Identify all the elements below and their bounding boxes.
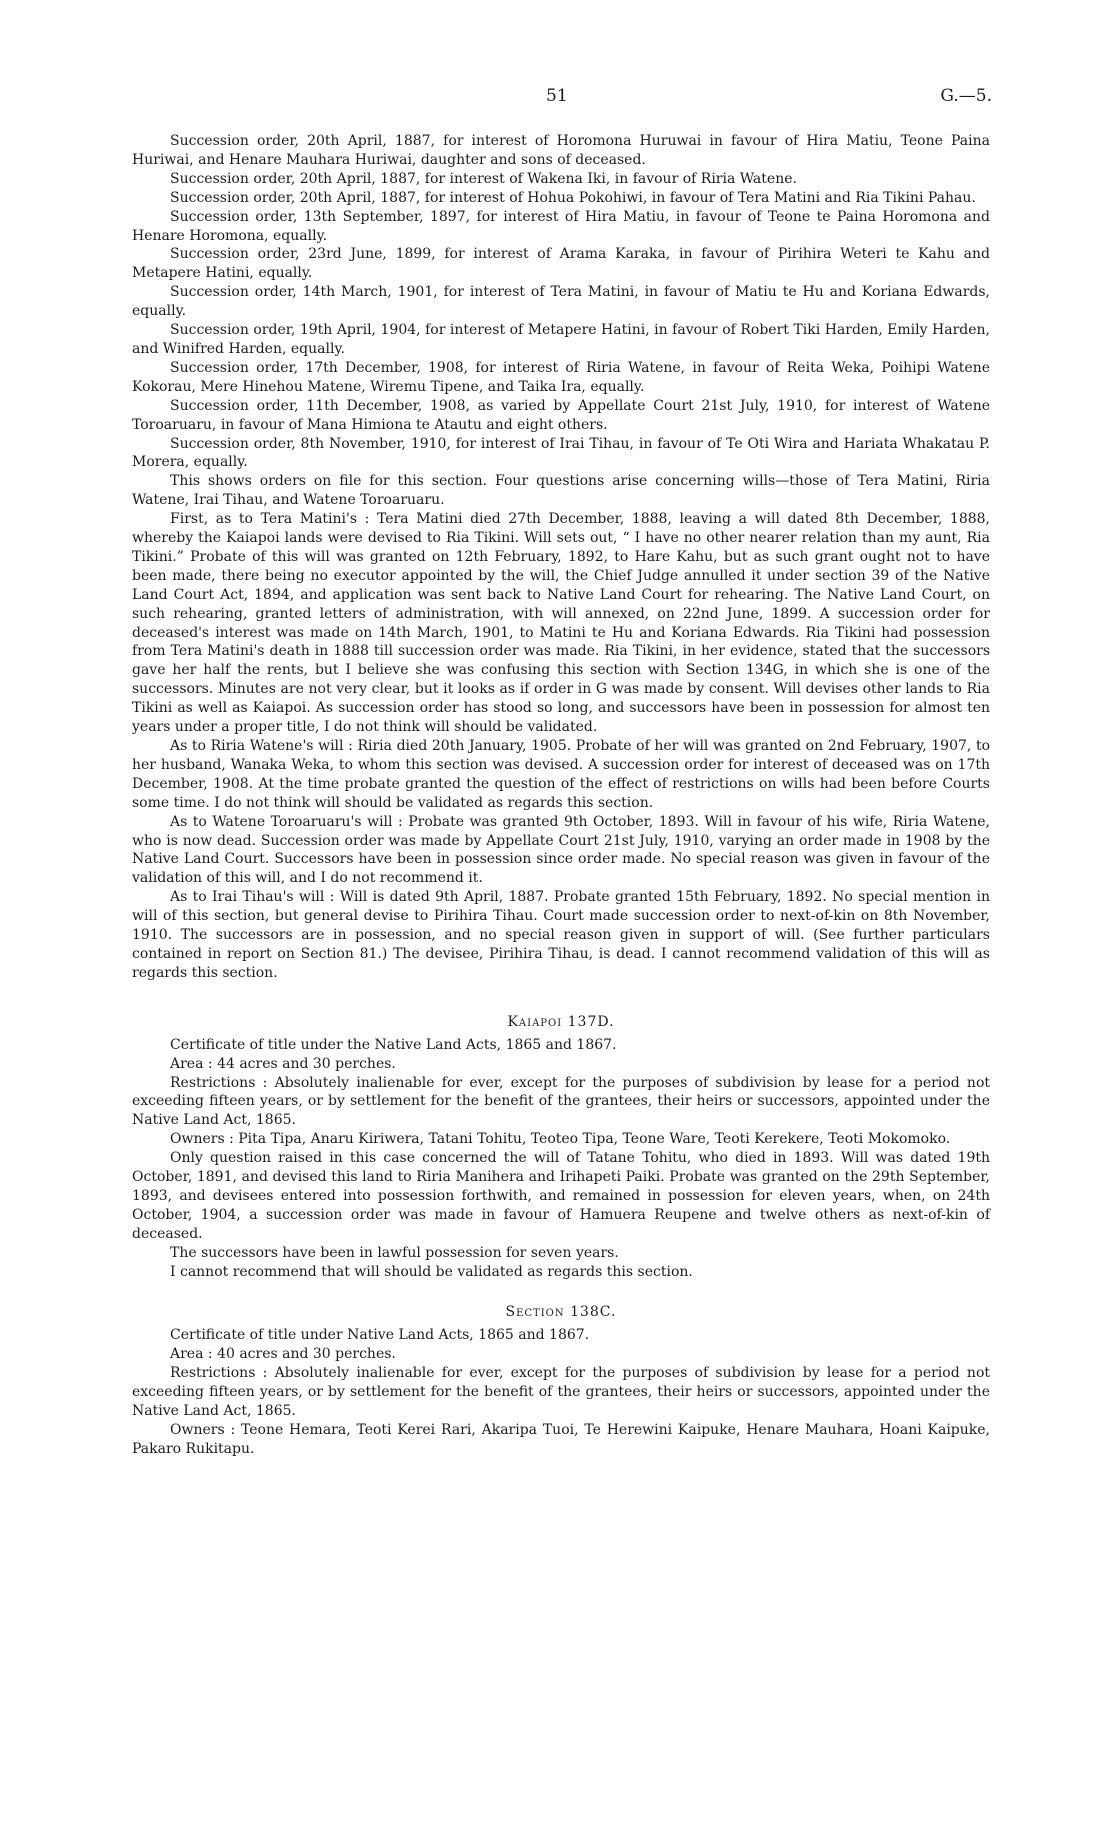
paragraph: First, as to Tera Matini's : Tera Matini died 27th December, 1888, leaving a will dated 8th December, 1888, whereby the Kaiapoi lands were devised to Ria Tikini. Will sets out, “ I have no other nearer relation than my aunt, Ria Tikini.” Probate of this will was granted on 12th February, 1892, to Hare Kahu, but as such grant ought not to have been made, there being no executor appointed by the will, the Chief Judge annulled it under section 39 of the Native Land Court Act, 1894, and application was sent back to Native Land Court for rehearing. The Native Land Court, on such rehearing, granted letters of administration, with will annexed, on 22nd June, 1899. A succession order for deceased's interest was made on 14th March, 1901, to Matini te Hu and Koriana Edwards. Ria Tikini had possession from Tera Matini's death in 1888 till succession order was made. Ria Tikini, in her evidence, stated that the successors gave her half the rents, but I believe she was confusing this section with Section 134G, in which she is one of the successors. Minutes are not very clear, but it looks as if order in G was made by consent. Will devises other lands to Ria Tikini as well as Kaiapoi. As succession order has stood so long, and successors have been in possession for almost ten years under a proper title, I do not think will should be validated.	[132, 511, 990, 736]
paragraph: Only question raised in this case concerned the will of Tatane Tohitu, who died in 1893. Will was dated 19th October, 1891, and devised this land to Riria Manihera and Irihapeti Paiki. Probate was granted on the 29th September, 1893, and devisees entered into possession forthwith, and remained in possession for eleven years, when, on 24th October, 1904, a succession order was made in favour of Hamuera Reupene and twelve others as next-of-kin of deceased.	[132, 1150, 990, 1242]
paragraph: Succession order, 20th April, 1887, for interest of Wakena Iki, in favour of Riria Watene.	[170, 170, 797, 187]
paragraph: This shows orders on file for this section. Four questions arise concerning wills—those of Tera Matini, Riria Watene, Irai Tihau, and Watene Toroaruaru.	[132, 473, 990, 509]
paragraph: I cannot recommend that will should be validated as regards this section.	[170, 1263, 693, 1280]
paragraph: Certificate of title under Native Land Acts, 1865 and 1867.	[170, 1327, 590, 1344]
paragraph: Succession order, 20th April, 1887, for interest of Horomona Huruwai in favour of Hira Matiu, Teone Paina Huriwai, and Henare Mauhara Huriwai, daughter and sons of deceased.	[132, 133, 990, 168]
page-header	[0, 86, 1114, 112]
paragraph: Succession order, 17th December, 1908, for interest of Riria Watene, in favour of Reita Weka, Poihipi Watene Kokorau, Mere Hinehou Matene, Wiremu Tipene, and Taika Ira, equally.	[132, 359, 990, 395]
paragraph: Owners : Teone Hemara, Teoti Kerei Rari, Akaripa Tuoi, Te Herewini Kaipuke, Henare Mauhara, Hoani Kaipuke, Pakaro Rukitapu.	[132, 1421, 990, 1457]
paragraph: Succession order, 23rd June, 1899, for interest of Arama Karaka, in favour of Pirihira Weteri te Kahu and Metapere Hatini, equally.	[132, 246, 990, 282]
paragraph: Area : 40 acres and 30 perches.	[170, 1346, 396, 1363]
paragraph: Owners : Pita Tipa, Anaru Kiriwera, Tatani Tohitu, Teoteo Tipa, Teone Ware, Teoti Kerekere, Teoti Mokomoko.	[170, 1131, 951, 1148]
paragraph: Restrictions : Absolutely inalienable for ever, except for the purposes of subdivision by lease for a period not exceeding fifteen years, or by settlement for the benefit of the grantees, their heirs or successors, appointed under the Native Land Act, 1865.	[132, 1074, 990, 1129]
section-heading-kaiapoi: Kaiapoi 137D.	[507, 1013, 615, 1030]
paragraph: Certificate of title under the Native Land Acts, 1865 and 1867.	[170, 1036, 617, 1053]
document-reference: G.—5.	[940, 86, 992, 106]
paragraph: Succession order, 8th November, 1910, for interest of Irai Tihau, in favour of Te Oti Wira and Hariata Whakatau P. Morera, equally.	[132, 435, 990, 471]
paragraph: The successors have been in lawful possession for seven years.	[170, 1244, 619, 1261]
paragraph: As to Watene Toroaruaru's will : Probate was granted 9th October, 1893. Will in favour of his wife, Riria Watene, who is now dead. Succession order was made by Appellate Court 21st July, 1910, varying an order made in 1908 by the Native Land Court. Successors have been in possession since order made. No special reason was given in favour of the validation of this will, and I do not recommend it.	[132, 813, 990, 887]
paragraph: Succession order, 11th December, 1908, as varied by Appellate Court 21st July, 1910, for interest of Watene Toroaruaru, in favour of Mana Himiona te Atautu and eight others.	[132, 397, 990, 433]
paragraph: Succession order, 20th April, 1887, for interest of Hohua Pokohiwi, in favour of Tera Matini and Ria Tikini Pahau.	[170, 189, 976, 206]
page-number: 51	[546, 86, 568, 106]
section-heading-138c: Section 138C.	[505, 1304, 617, 1321]
paragraph: Area : 44 acres and 30 perches.	[170, 1055, 396, 1072]
paragraph: Restrictions : Absolutely inalienable for ever, except for the purposes of subdivision by lease for a period not exceeding fifteen years, or by settlement for the benefit of the grantees, their heirs or successors, appointed under the Native Land Act, 1865.	[132, 1365, 990, 1419]
document-body	[132, 132, 990, 1459]
paragraph: As to Irai Tihau's will : Will is dated 9th April, 1887. Probate granted 15th February, 1892. No special mention in will of this section, but general devise to Pirihira Tihau. Court made succession order to next-of-kin on 8th November, 1910. The successors are in possession, and no special reason given in support of will. (See further particulars contained in report on Section 81.) The devisee, Pirihira Tihau, is dead. I cannot recommend validation of this will as regards this section.	[132, 889, 990, 981]
paragraph: Succession order, 19th April, 1904, for interest of Metapere Hatini, in favour of Robert Tiki Harden, Emily Harden, and Winifred Harden, equally.	[132, 322, 990, 357]
paragraph: Succession order, 13th September, 1897, for interest of Hira Matiu, in favour of Teone te Paina Horomona and Henare Horomona, equally.	[132, 208, 990, 244]
paragraph: Succession order, 14th March, 1901, for interest of Tera Matini, in favour of Matiu te Hu and Koriana Edwards, equally.	[132, 284, 990, 320]
paragraph: As to Riria Watene's will : Riria died 20th January, 1905. Probate of her will was granted on 2nd February, 1907, to her husband, Wanaka Weka, to whom this section was devised. A succession order for interest of deceased was on 17th December, 1908. At the time probate granted the question of the effect of restrictions on wills had been before Courts some time. I do not think will should be validated as regards this section.	[132, 738, 990, 811]
